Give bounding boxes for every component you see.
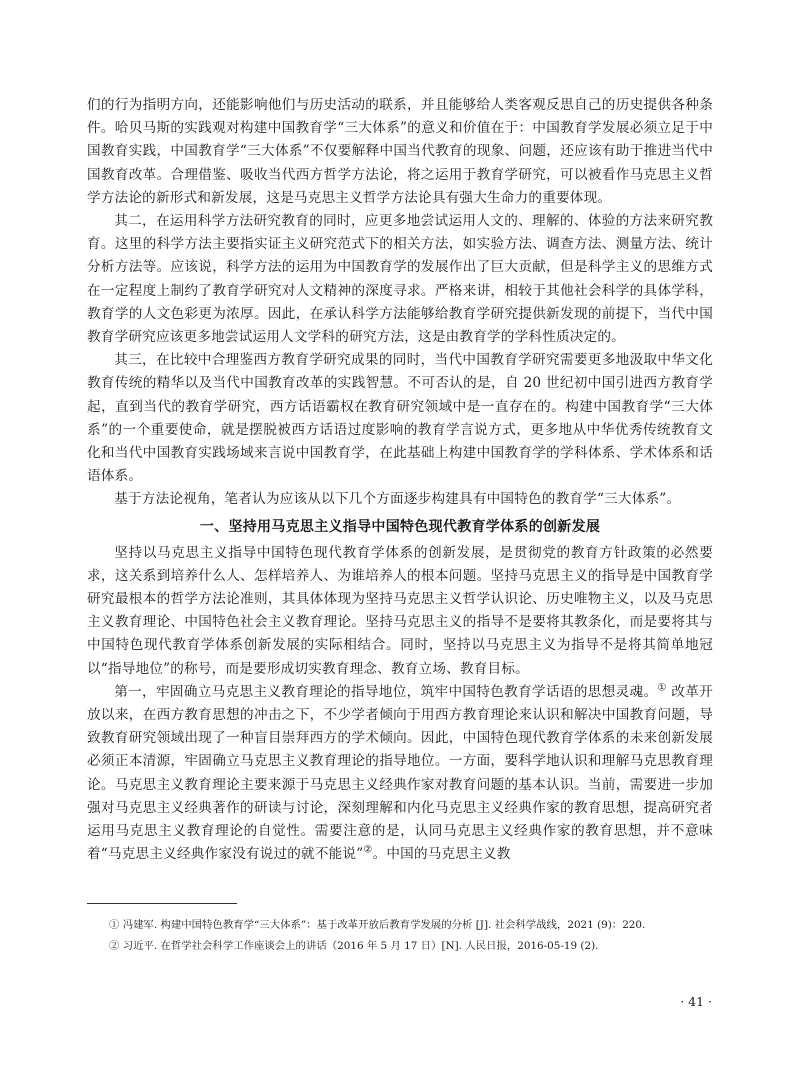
page-number: · 41 · <box>680 994 712 1009</box>
text-segment: 第一，牢固确立马克思主义教育理论的指导地位，筑牢中国特色教育学话语的思想灵魂。 <box>114 683 658 700</box>
paragraph-methodology-intro: 基于方法论视角，笔者认为应该从以下几个方面逐步构建具有中国特色的教育学“三大体系”。 <box>114 491 681 508</box>
footnote-ref-2[interactable]: ② <box>363 844 373 856</box>
paragraph-section-intro: 坚持以马克思主义指导中国特色现代教育学体系的创新发展，是贯彻党的教育方针政策的必然要求，这关系到培养什么人、怎样培养人、为谁培养人的根本问题。坚持马克思主义的指导是中国教育学研究最根本的哲学方法论准则，其具体体现为坚持马克思主义哲学认识论、历史唯物主义，以及马克思主义教育理论、中国特色社会主义教育理论。坚持马克思主义的指导不是要将其教条化，而是要将其与中国特色现代教育学体系创新发展的实际相结合。同时，坚持以马克思主义为指导不是将其简单地冠以“指导地位”的称号，而是要形成切实教育理念、教育立场、教育目标。 <box>87 544 713 677</box>
paragraph-point-two: 其二，在运用科学方法研究教育的同时，应更多地尝试运用人文的、理解的、体验的方法来研究教育。这里的科学方法主要指实证主义研究范式下的相关方法，如实验方法、调查方法、测量方法、统计分析方法等。应该说，科学方法的运用为中国教育学的发展作出了巨大贡献，但是科学主义的思维方式在一定程度上制约了教育学研究对人文精神的深度寻求。严格来讲，相较于其他社会科学的具体学科，教育学的人文色彩更为浓厚。因此，在承认科学方法能够给教育学研究提供新发现的前提下，当代中国教育学研究应该更多地尝试运用人文学科的研究方法，这是由教育学的学科性质决定的。 <box>87 213 713 346</box>
footnote-ref-1[interactable]: ① <box>657 682 667 694</box>
text-segment: 。中国的马克思主义教 <box>372 846 511 863</box>
footnote-2: ② 习近平. 在哲学社会科学工作座谈会上的讲话（2016 年 5 月 17 日）[N]. 人民日报，2016-05-19 (2). <box>109 940 599 952</box>
paragraph-first-point <box>87 681 713 867</box>
text-segment: 改革开放以来，在西方教育思想的冲击之下，不少学者倾向于用西方教育理论来认识和解决中国教育问题，导致教育研究领域出现了一种盲目崇拜西方的学术倾向。因此，中国特色现代教育学体系的未来创新发展必须正本清源，牢固确立马克思主义教育理论的指导地位。一方面，要科学地认识和理解马克思教育理论。马克思主义教育理论主要来源于马克思主义经典作家对教育问题的基本认识。当前，需要进一步加强对马克思主义经典著作的研读与讨论，深刻理解和内化马克思主义经典作家的教育思想，提高研究者运用马克思主义教育理论的自觉性。需要注意的是，认同马克思主义经典作家的教育思想，并不意味着“马克思主义经典作家没有说过的就不能说” <box>87 683 714 863</box>
footnotes <box>87 916 713 958</box>
footnote-1: ① 冯建军. 构建中国特色教育学“三大体系”：基于改革开放后教育学发展的分析 [J]. 社会科学战线，2021 (9)：220. <box>109 919 646 931</box>
footnote-divider <box>87 903 237 904</box>
section-heading: 一、坚持用马克思主义指导中国特色现代教育学体系的创新发展 <box>199 518 601 535</box>
paragraph-point-three: 其三，在比较中合理鉴西方教育学研究成果的同时，当代中国教育学研究需要更多地汲取中华文化教育传统的精华以及当代中国教育改革的实践智慧。不可否认的是，自 20 世纪初中国引进西方教育学起，直到当代的教育学研究，西方话语霸权在教育研究领域中是一直存在的。构建中国教育学“三大体系”的一个重要使命，就是摆脱被西方话语过度影响的教育学言说方式，更多地从中华优秀传统教育文化和当代中国教育实践场域来言说中国教育学，在此基础上构建中国教育学的学科体系、学术体系和话语体系。 <box>87 352 713 485</box>
paragraph-continued: 们的行为指明方向，还能影响他们与历史活动的联系，并且能够给人类客观反思自己的历史提供各种条件。哈贝马斯的实践观对构建中国教育学“三大体系”的意义和价值在于：中国教育学发展必须立足于中国教育实践，中国教育学“三大体系”不仅要解释中国当代教育的现象、问题，还应该有助于推进当代中国教育改革。合理借鉴、吸收当代西方哲学方法论，将之运用于教育学研究，可以被看作马克思主义哲学方法论的新形式和新发展，这是马克思主义哲学方法论具有强大生命力的重要体现。 <box>87 97 713 206</box>
article-body <box>87 94 713 867</box>
